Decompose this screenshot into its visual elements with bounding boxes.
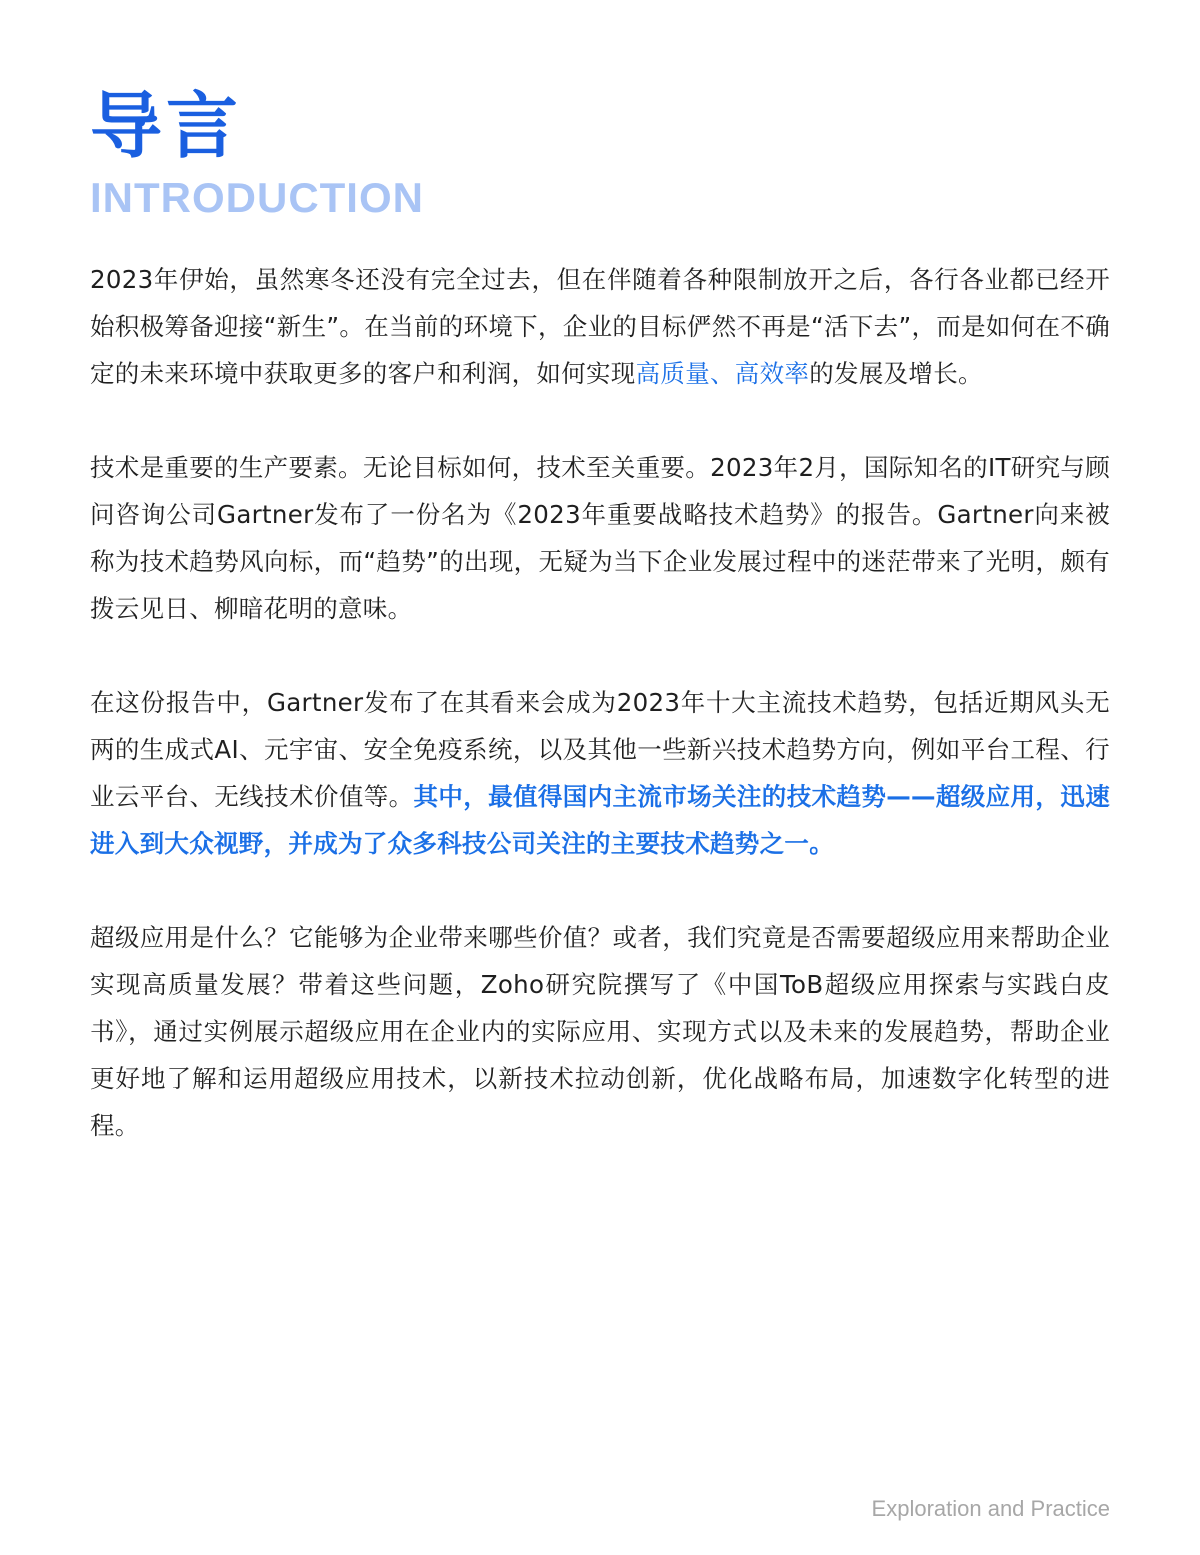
page-subtitle: INTRODUCTION xyxy=(90,174,424,221)
footer-label: Exploration and Practice xyxy=(871,1496,1110,1521)
paragraph-3-text-a: 在这份报告中，Gartner发布了在其看来会成为2023年十大主流技术趋势，包括近期风头无两的生成式AI、元宇宙、安全免疫系统，以及其他一些新兴技术趋势方向，例如平台工程、行业云平台、无线技术价值等。 xyxy=(90,688,1110,811)
paragraph-3-highlight: 其中，最值得国内主流市场关注的技术趋势——超级应用，迅速进入到大众视野，并成为了众多科技公司关注的主要技术趋势之一。 xyxy=(90,782,1110,858)
page-title: 导言 xyxy=(90,84,243,168)
paragraph-1-highlight: 高质量、高效率 xyxy=(635,359,810,388)
body-text xyxy=(90,256,1110,1149)
paragraph-2: 技术是重要的生产要素。无论目标如何，技术至关重要。2023年2月，国际知名的IT研究与顾问咨询公司Gartner发布了一份名为《2023年重要战略技术趋势》的报告。Gartner向来被称为技术趋势风向标，而“趋势”的出现，无疑为当下企业发展过程中的迷茫带来了光明，颇有拨云见日、柳暗花明的意味。 xyxy=(90,453,1110,623)
paragraph-1-text-b: 的发展及增长。 xyxy=(809,359,983,388)
paragraph-4: 超级应用是什么？它能够为企业带来哪些价值？或者，我们究竟是否需要超级应用来帮助企业实现高质量发展？带着这些问题，Zoho研究院撰写了《中国ToB超级应用探索与实践白皮书》，通过实例展示超级应用在企业内的实际应用、实现方式以及未来的发展趋势，帮助企业更好地了解和运用超级应用技术，以新技术拉动创新，优化战略布局，加速数字化转型的进程。 xyxy=(90,923,1110,1140)
paragraph-3 xyxy=(90,679,1110,867)
paragraph-1 xyxy=(90,256,1110,397)
paragraph-1-text-a: 2023年伊始，虽然寒冬还没有完全过去，但在伴随着各种限制放开之后，各行各业都已经开始积极筹备迎接“新生”。在当前的环境下，企业的目标俨然不再是“活下去”，而是如何在不确定的未来环境中获取更多的客户和利润，如何实现 xyxy=(90,265,1110,388)
document-page xyxy=(90,86,1110,1196)
